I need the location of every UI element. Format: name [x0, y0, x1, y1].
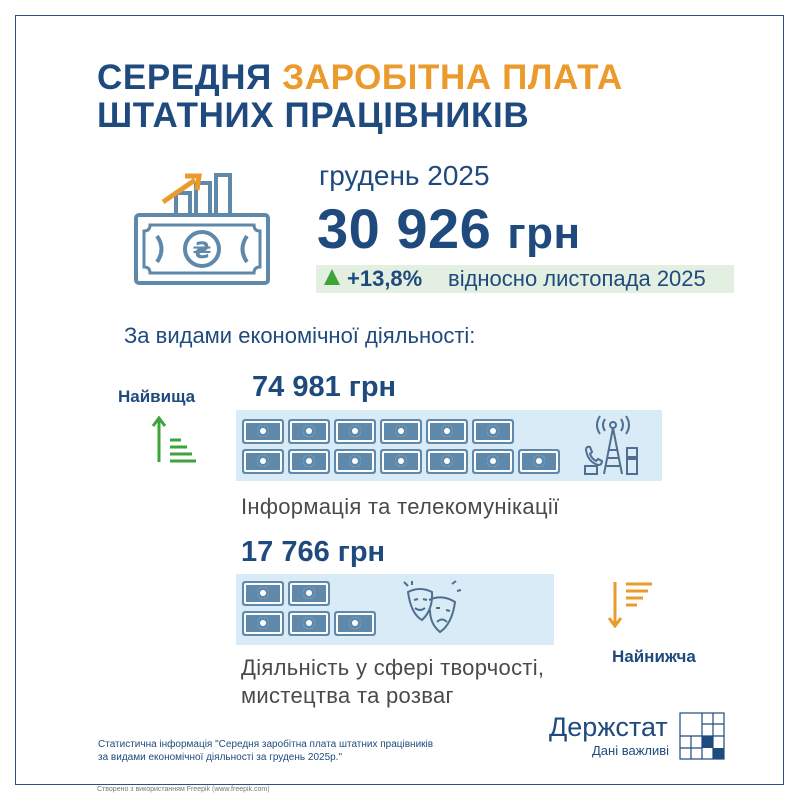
title-line-1 — [97, 58, 623, 98]
banknote-icon — [426, 419, 468, 444]
lowest-bar — [236, 574, 554, 645]
lowest-category-line-1: Діяльність у сфері творчості, — [241, 655, 545, 680]
lowest-label: Найнижча — [612, 647, 696, 666]
title-line-2: ШТАТНИХ ПРАЦІВНИКІВ — [97, 96, 530, 135]
banknote-icon — [288, 419, 330, 444]
average-salary-amount: 30 926 — [317, 197, 492, 260]
banknote-icon — [334, 419, 376, 444]
banknote-icon — [242, 611, 284, 636]
lowest-amount: 17 766 грн — [241, 536, 386, 568]
banknote-icon — [288, 611, 330, 636]
logo-tagline: Дані важливі — [592, 743, 670, 758]
highest-label: Найвища — [118, 387, 196, 406]
derzhstat-logo-icon — [679, 712, 725, 760]
svg-text:₴: ₴ — [192, 239, 212, 264]
change-comparison-text: відносно листопада 2025 — [448, 266, 706, 291]
period: грудень 2025 — [319, 160, 490, 191]
sort-descending-arrow-icon — [150, 416, 198, 464]
sort-ascending-arrow-icon — [606, 580, 654, 628]
banknote-icon — [334, 611, 376, 636]
title-word-accent: ЗАРОБІТНА ПЛАТА — [282, 58, 623, 97]
highest-bar — [236, 410, 662, 481]
source-note-line-1: Статистична інформація "Середня заробітна плата штатних працівників — [98, 739, 434, 750]
image-credit: Створено з використанням Freepik (www.freepik.com) — [97, 786, 270, 793]
banknote-icon — [380, 449, 422, 474]
section-title: За видами економічної діяльності: — [124, 323, 476, 348]
banknote-icon — [426, 449, 468, 474]
money-growth-icon — [133, 170, 273, 290]
banknote-icon — [242, 581, 284, 606]
highest-category: Інформація та телекомунікації — [241, 494, 560, 519]
highest-amount: 74 981 грн — [252, 371, 397, 403]
banknote-icon — [518, 449, 560, 474]
source-note — [98, 738, 433, 764]
banknote-icon — [242, 419, 284, 444]
banknote-icon — [334, 449, 376, 474]
telecom-tower-icon — [582, 414, 644, 478]
logo-name: Держстат — [549, 712, 668, 742]
banknote-icon — [288, 449, 330, 474]
banknote-icon — [472, 449, 514, 474]
title-word-main: СЕРЕДНЯ — [97, 58, 272, 97]
average-salary-currency: грн — [507, 209, 581, 258]
banknote-icon — [380, 419, 422, 444]
change-percent: +13,8% — [347, 266, 423, 291]
banknote-icon — [288, 581, 330, 606]
banknote-icon — [472, 419, 514, 444]
lowest-category-line-2: мистецтва та розваг — [241, 683, 454, 708]
source-note-line-2: за видами економічної діяльності за грудень 2025р." — [98, 752, 343, 763]
theater-masks-icon — [402, 580, 462, 640]
up-arrow-icon — [324, 269, 340, 285]
banknote-icon — [242, 449, 284, 474]
average-salary-value — [317, 196, 581, 261]
